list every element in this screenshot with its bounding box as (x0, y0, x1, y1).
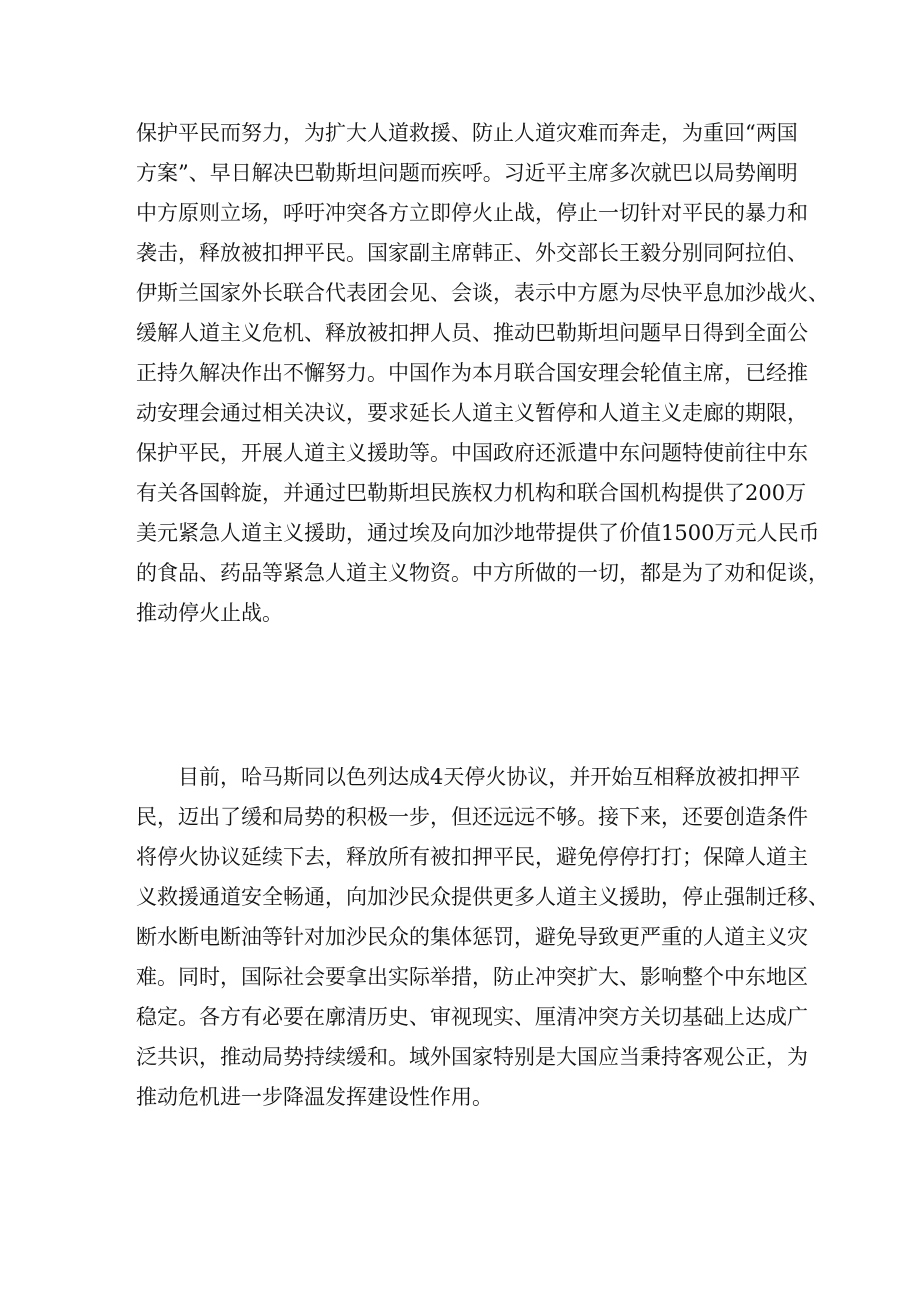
text-line: 保护平民，开展人道主义援助等。中国政府还派遣中东问题特使前往中东 (136, 441, 808, 465)
text-line: 的食品、药品等紧急人道主义物资。中方所做的一切，都是为了劝和促谈， (136, 561, 829, 585)
text-line: 推动停火止战。 (136, 601, 283, 625)
text-line: 保护平民而努力，为扩大人道救援、防止人道灾难而奔走，为重回“两国 (136, 121, 798, 145)
text-line: 正持久解决作出不懈努力。中国作为本月联合国安理会轮值主席，已经推 (136, 361, 808, 385)
text-line: 中方原则立场，呼吁冲突各方立即停火止战，停止一切针对平民的暴力和 (136, 201, 808, 225)
text-line: 义救援通道安全畅通，向加沙民众提供更多人道主义援助，停止强制迁移、 (136, 885, 829, 909)
paragraph-2 (136, 757, 829, 1117)
text-line: 将停火协议延续下去，释放所有被扣押平民，避免停停打打；保障人道主 (136, 845, 808, 869)
text-line: 袭击，释放被扣押平民。国家副主席韩正、外交部长王毅分别同阿拉伯、 (136, 241, 808, 265)
text-line: 稳定。各方有必要在廓清历史、审视现实、厘清冲突方关切基础上达成广 (136, 1005, 808, 1029)
text-line: 伊斯兰国家外长联合代表团会见、会谈，表示中方愿为尽快平息加沙战火、 (136, 281, 829, 305)
text-line: 有关各国斡旋，并通过巴勒斯坦民族权力机构和联合国机构提供了200万 (136, 481, 807, 505)
text-line: 难。同时，国际社会要拿出实际举措，防止冲突扩大、影响整个中东地区 (136, 965, 808, 989)
paragraph-1 (136, 113, 829, 633)
text-line: 泛共识，推动局势持续缓和。域外国家特别是大国应当秉持客观公正，为 (136, 1045, 808, 1069)
text-line: 缓解人道主义危机、释放被扣押人员、推动巴勒斯坦问题早日得到全面公 (136, 321, 808, 345)
text-line: 推动危机进一步降温发挥建设性作用。 (136, 1085, 493, 1109)
text-line: 动安理会通过相关决议，要求延长人道主义暂停和人道主义走廊的期限， (136, 401, 808, 425)
text-line: 美元紧急人道主义援助，通过埃及向加沙地带提供了价值1500万元人民币 (136, 521, 820, 545)
text-line: 目前，哈马斯同以色列达成4天停火协议，并开始互相释放被扣押平 (178, 765, 801, 789)
text-line: 方案”、早日解决巴勒斯坦问题而疾呼。习近平主席多次就巴以局势阐明 (136, 161, 798, 185)
text-line: 民，迈出了缓和局势的积极一步，但还远远不够。接下来，还要创造条件 (136, 805, 808, 829)
text-line: 断水断电断油等针对加沙民众的集体惩罚，避免导致更严重的人道主义灾 (136, 925, 808, 949)
